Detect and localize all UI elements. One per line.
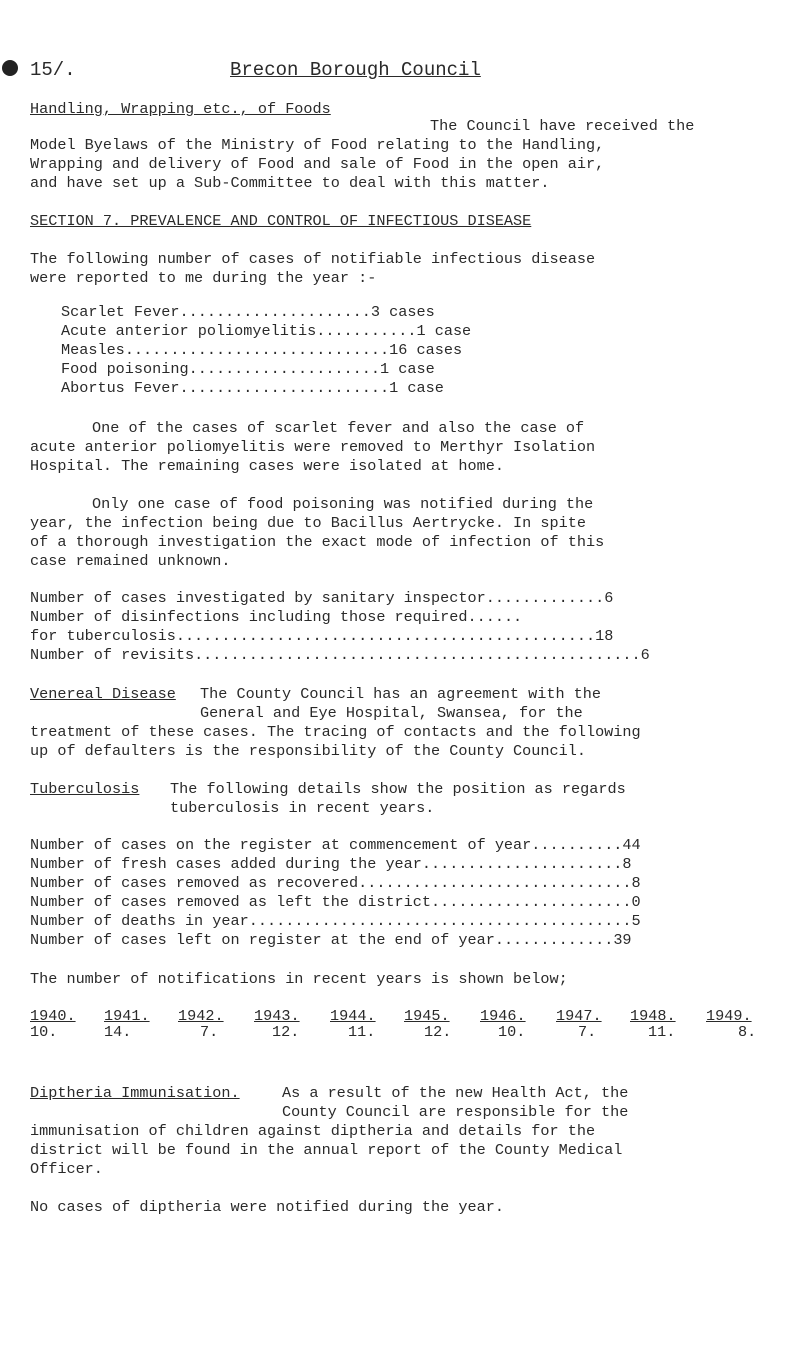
disease-row: Acute anterior poliomyelitis...........1 case: [61, 322, 472, 340]
handling-line-3: Wrapping and delivery of Food and sale of Food in the open air,: [30, 155, 605, 173]
page-title: Brecon Borough Council: [230, 59, 481, 81]
disease-unit: case: [398, 360, 435, 378]
year-label: 1949.: [706, 1007, 752, 1025]
year-label: 1942.: [178, 1007, 224, 1025]
disease-name: Acute anterior poliomyelitis: [61, 322, 317, 340]
tb-row: Number of fresh cases added during the year......................8: [30, 855, 632, 873]
disease-count: 16: [389, 341, 408, 359]
diptheria-line-3: immunisation of children against diptheria and details for the: [30, 1122, 596, 1140]
inspector-value: 6: [604, 589, 614, 607]
year-count: 7.: [578, 1023, 597, 1041]
year-count: 8.: [738, 1023, 757, 1041]
inspector-row: Number of cases investigated by sanitary inspector.............6: [30, 589, 614, 607]
disease-unit: case: [407, 379, 444, 397]
tb-row: Number of cases removed as left the district......................0: [30, 893, 641, 911]
handling-line-1: The Council have received the: [430, 117, 695, 135]
year-count: 11.: [348, 1023, 376, 1041]
year-count: 10.: [30, 1023, 58, 1041]
inspector-row: Number of disinfections including those required......: [30, 608, 523, 626]
year-count: 11.: [648, 1023, 676, 1041]
para2-line-2: year, the infection being due to Bacillus Aertrycke. In spite: [30, 514, 586, 532]
venereal-line-2: General and Eye Hospital, Swansea, for the: [200, 704, 583, 722]
disease-count: 1: [416, 322, 426, 340]
year-count: 10.: [498, 1023, 526, 1041]
diptheria-line-1: As a result of the new Health Act, the: [282, 1084, 629, 1102]
tb-value: 39: [613, 931, 632, 949]
tb-value: 8: [631, 874, 641, 892]
disease-name: Measles: [61, 341, 125, 359]
inspector-label: for tuberculosis: [30, 627, 176, 645]
handling-line-4: and have set up a Sub-Committee to deal with this matter.: [30, 174, 550, 192]
notifications-table: [0, 1007, 800, 1047]
section7-heading: SECTION 7. PREVALENCE AND CONTROL OF INFECTIOUS DISEASE: [30, 212, 532, 230]
disease-unit: cases: [389, 303, 435, 321]
disease-row: Abortus Fever.......................1 case: [61, 379, 444, 397]
inspector-label: Number of disinfections including those required: [30, 608, 468, 626]
handling-line-2: Model Byelaws of the Ministry of Food relating to the Handling,: [30, 136, 605, 154]
inspector-value: 18: [595, 627, 614, 645]
year-label: 1943.: [254, 1007, 300, 1025]
tb-value: 44: [622, 836, 641, 854]
tb-row: Number of cases on the register at commencement of year..........44: [30, 836, 641, 854]
page-number: 15/.: [30, 59, 76, 81]
tb-row: Number of cases removed as recovered..............................8: [30, 874, 641, 892]
year-count: 7.: [200, 1023, 219, 1041]
para2-line-1: Only one case of food poisoning was notified during the: [92, 495, 594, 513]
para1-line-3: Hospital. The remaining cases were isolated at home.: [30, 457, 504, 475]
disease-count: 1: [389, 379, 399, 397]
venereal-label: Venereal Disease: [30, 685, 176, 703]
inspector-row: for tuberculosis..............................................18: [30, 627, 614, 645]
disease-row: Measles.............................16 cases: [61, 341, 463, 359]
disease-unit: cases: [416, 341, 463, 359]
diptheria-label: Diptheria Immunisation.: [30, 1084, 240, 1102]
year-count: 12.: [424, 1023, 452, 1041]
para2-line-4: case remained unknown.: [30, 552, 231, 570]
disease-count: 1: [380, 360, 390, 378]
inspector-row: Number of revisits.................................................6: [30, 646, 650, 664]
notifications-intro: The number of notifications in recent years is shown below;: [30, 970, 568, 988]
section7-intro-2: were reported to me during the year :-: [30, 269, 377, 287]
handling-heading: Handling, Wrapping etc., of Foods: [30, 100, 331, 118]
tuberculosis-line-1: The following details show the position as regards: [170, 780, 626, 798]
diptheria-line-4: district will be found in the annual report of the County Medical: [30, 1141, 623, 1159]
inspector-value: 6: [640, 646, 650, 664]
inspector-label: Number of revisits: [30, 646, 195, 664]
disease-row: Scarlet Fever.....................3 cases: [61, 303, 435, 321]
year-count: 12.: [272, 1023, 300, 1041]
diptheria-footer: No cases of diptheria were notified during the year.: [30, 1198, 504, 1216]
disease-name: Abortus Fever: [61, 379, 180, 397]
venereal-line-4: up of defaulters is the responsibility of the County Council.: [30, 742, 586, 760]
punch-hole-mark: [2, 60, 18, 76]
section7-intro-1: The following number of cases of notifiable infectious disease: [30, 250, 596, 268]
year-label: 1941.: [104, 1007, 150, 1025]
venereal-line-1: The County Council has an agreement with the: [200, 685, 602, 703]
tb-row: Number of deaths in year..........................................5: [30, 912, 641, 930]
inspector-label: Number of cases investigated by sanitary inspector: [30, 589, 486, 607]
tb-value: 0: [631, 893, 641, 911]
venereal-line-3: treatment of these cases. The tracing of contacts and the following: [30, 723, 641, 741]
year-label: 1947.: [556, 1007, 602, 1025]
disease-name: Scarlet Fever: [61, 303, 180, 321]
para2-line-3: of a thorough investigation the exact mode of infection of this: [30, 533, 605, 551]
disease-row: Food poisoning.....................1 case: [61, 360, 435, 378]
para1-line-1: One of the cases of scarlet fever and also the case of: [92, 419, 585, 437]
year-label: 1946.: [480, 1007, 526, 1025]
disease-unit: case: [434, 322, 472, 340]
tuberculosis-line-2: tuberculosis in recent years.: [170, 799, 435, 817]
disease-name: Food poisoning: [61, 360, 189, 378]
year-label: 1945.: [404, 1007, 450, 1025]
year-label: 1944.: [330, 1007, 376, 1025]
year-count: 14.: [104, 1023, 132, 1041]
tuberculosis-label: Tuberculosis: [30, 780, 140, 798]
year-label: 1948.: [630, 1007, 676, 1025]
para1-line-2: acute anterior poliomyelitis were removed to Merthyr Isolation: [30, 438, 596, 456]
diptheria-line-5: Officer.: [30, 1160, 103, 1178]
tb-row: Number of cases left on register at the end of year.............39: [30, 931, 632, 949]
diptheria-line-2: County Council are responsible for the: [282, 1103, 629, 1121]
disease-count: 3: [370, 303, 381, 321]
year-label: 1940.: [30, 1007, 76, 1025]
tb-value: 8: [622, 855, 632, 873]
tb-value: 5: [631, 912, 641, 930]
